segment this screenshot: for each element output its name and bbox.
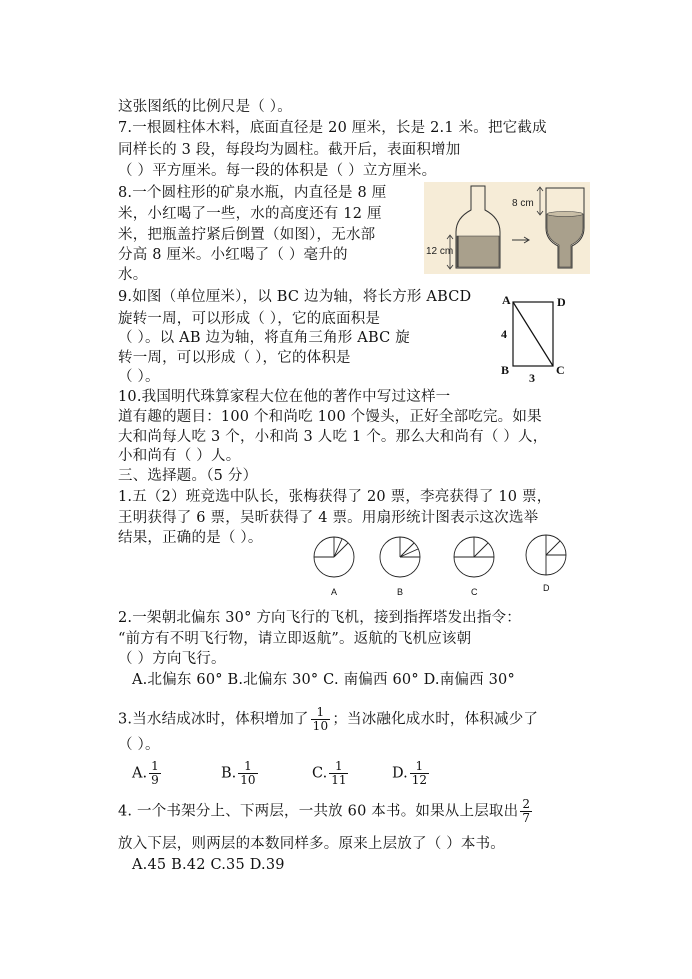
pie-label-a: A [331,587,338,597]
pie-label-c: C [471,587,478,597]
c3-option-d [392,760,431,787]
q8-line-5: 水。 [118,267,148,283]
q8-line-1: 8.一个圆柱形的矿泉水瓶，内直径是 8 厘 [118,185,387,201]
c3-option-b-den: 10 [240,773,256,787]
rectangle-figure [496,290,576,386]
c4-line-2: 放入下层，则两层的本数同样多。原来上层放了（ ）本书。 [118,836,506,852]
c3-option-d-den: 12 [411,773,427,787]
c1-line-3: 结果，正确的是（ ）。 [118,530,263,546]
vertex-b: B [501,363,510,377]
c3-option-c [312,760,350,787]
c2-line-1: 2.一架朝北偏东 30° 方向飞行的飞机，接到指挥塔发出指令： [118,610,521,626]
c4-line-1 [118,798,534,825]
c4-fraction-num: 2 [522,797,531,811]
c3-option-a-letter: A. [132,765,148,782]
pie-option-d [526,535,566,593]
c3-option-b-letter: B. [221,765,237,782]
pie-options [312,532,574,598]
c2-line-2: “前方有不明飞行物，请立即返航”。返航的飞机应该朝 [118,631,472,647]
q7-line-1: 7.一根圆柱体木料，底面直径是 20 厘米，长是 2.1 米。把它截成 [118,120,547,136]
c3-option-c-den: 11 [331,773,347,787]
c3-option-d-letter: D. [392,765,408,782]
section-3-heading: 三、选择题。（5 分） [118,468,258,484]
side-ab-length: 4 [501,327,507,341]
c4-text-a: 4. 一个书架分上、下两层，一共放 60 本书。如果从上层取出 [118,803,519,820]
vertex-c: C [556,363,565,377]
c3-option-d-num: 1 [410,760,429,774]
c3-option-b-fraction [238,760,257,787]
label-8cm: 8 cm [512,198,534,209]
q10-line-3: 大和尚每人吃 3 个，小和尚 3 人吃 1 个。那么大和尚有（ ）人， [118,429,548,445]
c3-option-a-num: 1 [151,759,159,773]
pie-option-c [454,537,494,597]
c3-option-a [132,760,163,787]
c3-option-a-den: 9 [151,773,159,787]
c3-option-c-num: 1 [329,760,348,774]
q9-line-2: 旋转一周，可以形成（ ），它的底面积是 [118,311,381,327]
bottle-figure [424,182,590,274]
c1-line-1: 1.五（2）班竞选中队长，张梅获得了 20 票，李亮获得了 10 票， [118,489,552,505]
c4-options: A.45 B.42 C.35 D.39 [132,857,285,873]
c4-fraction [520,798,532,825]
c3-fraction-num: 1 [311,706,331,720]
c3-option-d-fraction [410,760,429,787]
c2-line-3: （ ）方向飞行。 [118,651,226,667]
pie-option-b [380,537,420,597]
q8-line-4: 分高 8 厘米。小红喝了（ ）毫升的 [118,247,348,263]
pie-label-d: D [543,583,550,593]
c1-line-2: 王明获得了 6 票，吴昕获得了 4 票。用扇形统计图表示这次选举 [118,510,539,526]
c3-line-2: （ ）。 [118,737,160,753]
c3-fraction-den: 10 [312,719,329,733]
scale-question-line: 这张图纸的比例尺是（ ）。 [118,99,292,115]
q9-line-3: （ ）。以 AB 边为轴，将直角三角形 ABC 旋 [118,330,410,346]
c3-option-a-fraction [149,760,161,787]
c2-options: A.北偏东 60° B.北偏东 30° C. 南偏西 60° D.南偏西 30° [132,672,515,688]
upright-water [457,236,499,267]
q10-line-4: 小和尚有（ ）人。 [118,448,241,464]
vertex-d: D [557,295,566,309]
c3-option-b [221,760,260,787]
q10-line-2: 道有趣的题目：100 个和尚吃 100 个馒头，正好全部吃完。如果 [118,409,542,425]
c3-option-c-fraction [329,760,348,787]
q7-line-3: （ ）平方厘米。每一段的体积是（ ）立方厘米。 [118,163,437,179]
diagonal-ac [513,302,553,366]
pie-option-a [314,537,354,597]
c3-fraction [311,706,331,733]
q7-line-2: 同样长的 3 段，每段均为圆柱。截开后，表面积增加 [118,142,461,158]
c4-fraction-den: 7 [522,811,531,825]
vertex-a: A [502,293,511,307]
label-12cm: 12 cm [426,246,454,257]
q9-line-1: 9.如图（单位厘米），以 BC 边为轴，将长方形 ABCD [118,289,472,305]
c3-text-a: 3.当水结成冰时，体积增加了 [118,711,309,728]
c3-option-b-num: 1 [238,760,257,774]
c3-option-c-letter: C. [312,765,328,782]
q9-line-5: （ ）。 [118,369,160,385]
q8-line-2: 米，小红喝了一些，水的高度还有 12 厘 [118,206,382,222]
q10-line-1: 10.我国明代珠算家程大位在他的著作中写过这样一 [118,389,451,405]
pie-label-b: B [397,587,404,597]
q8-line-3: 米，把瓶盖拧紧后倒置（如图），无水部 [118,227,376,243]
q9-line-4: 转一周，可以形成（ ），它的体积是 [118,350,351,366]
c3-line-1 [118,706,538,733]
side-bc-length: 3 [529,371,535,385]
c3-text-b: ；当冰融化成水时，体积减少了 [332,711,539,728]
